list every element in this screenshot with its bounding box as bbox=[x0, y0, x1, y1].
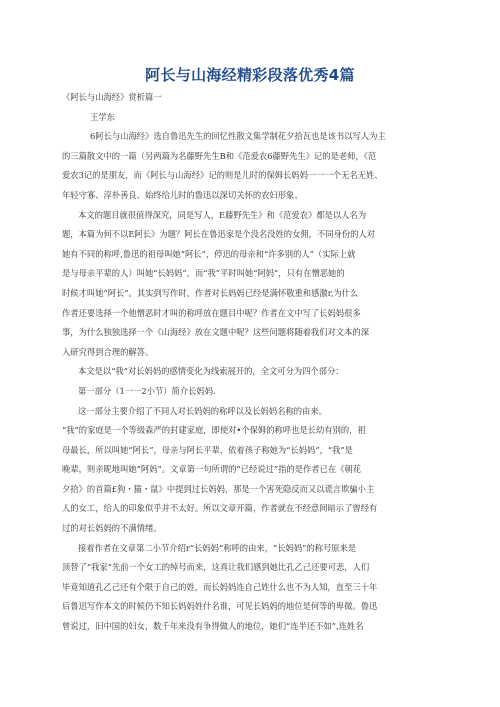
text-line: 本文是以“我”对长妈妈的感情变化为线索展开的，全文可分为四个部分： bbox=[78, 366, 344, 377]
text-line: 本文的题目就很值得深究，同是写人，E藤野先生》和《范爱农》都是以人名为 bbox=[78, 209, 367, 220]
text-line: 接着作者在文章第二小节介绍r“长妈妈”称呼的由来，“长妈妈”的称号原来是 bbox=[78, 542, 357, 553]
section-heading: 第一部分（1一一2小节）简介长妈妈. bbox=[78, 385, 216, 396]
text-line: 爱农3记的是朋友，而《阿长与山海经》记的则是儿时的保姆长妈妈一一一个无名无姓、 bbox=[62, 170, 383, 181]
text-line: 入研究得到合理的解答。 bbox=[62, 346, 154, 357]
text-line: 的三篇散文中的一篇（另两篇为名藤野先生B和《范爱农6藤野先生》记的是老师，《范 bbox=[62, 150, 377, 161]
text-line: 曾说过，旧中国的妇女，数千年来没有争得做人的地位，她们“连半还不如”,连姓名 bbox=[62, 621, 364, 632]
author-name: 王学东 bbox=[90, 111, 115, 122]
text-line: 后鲁迅写作本文的时候仍不知长妈妈姓什名谁，可见长妈妈的地位是何等的卑微。鲁迅 bbox=[62, 601, 378, 612]
text-line: 题，本篇为何不以E阿长》为题？阿长在鲁迅家是个没名没姓的女佣，不同身份的人对 bbox=[62, 229, 376, 240]
text-line: 事，为什么独独选择一个《山海经》放在文题中呢？这些问题将随着我们对文本的深 bbox=[62, 327, 369, 338]
document-title: 阿长与山海经精彩段落优秀4篇 bbox=[145, 66, 355, 84]
text-line: 她有不同的称呼,鲁迅的祖母叫她“阿长”，停迅的母亲和“许多别的人”（实际上就 bbox=[62, 248, 356, 259]
text-line: 《阿长与山海经》赏析篇一 bbox=[62, 92, 162, 102]
text-line: 这一部分主要介绍了不同人对长妈妈的称呼以及长妈妈名称的由来。 bbox=[78, 405, 327, 416]
text-line: 母最长，所以叫她“阿长”，母亲与阿长平辈，依着孩子称她为“长妈妈”，“我”是 bbox=[62, 444, 353, 455]
text-line: 晚辈，则亲昵地叫她“阿妈”。文章第一句所谓的“已经说过”指的是作者已在《朝花 bbox=[62, 464, 362, 475]
text-line: 过的对长妈妈的不满情绪。 bbox=[62, 523, 162, 534]
text-line: 年轻守寡、淳朴善良、始终给儿时的鲁迅以深切关怀的农妇形象。 bbox=[62, 189, 303, 200]
text-line: 作者还要选择一个他憎恶时才叫的称呼放在题目中呢？作者在文中写了长妈妈很多 bbox=[62, 307, 361, 318]
text-line: 是与母亲平辈的人）叫她“长妈妈”，而“我”平时叫她“阿妈”，只有在憎恶她的 bbox=[62, 268, 345, 279]
document-body bbox=[62, 88, 450, 637]
text-line: 人的女工，给人的印象似乎并不太好。所以文章开篇，作者就在不经意间暗示了曾经有 bbox=[62, 503, 378, 514]
text-line: 时候才叫她“阿长”。其实到写作时，作者对长妈妈已经是满怀敬重和感激r,为什么 bbox=[62, 287, 359, 298]
text-line: 毕竟知道孔乙己还有个限于自己的姓，而长妈妈连自己姓什么也不为人知，直至三十年 bbox=[62, 581, 378, 592]
text-line: 顶替了“我家”先前一个女工的绰号而来，这真让我们感到她比孔乙己还要可悲，人们 bbox=[62, 562, 370, 573]
text-line: 6阿长与山海经》选自鲁迅先生的回忆性散文集学制花夕拾瓦也是该书以写人为主 bbox=[90, 131, 386, 142]
text-line: 夕拾》的首篇£狗・猫・鼠》中提到过长妈妈，那是一个害死隐反而又以谎言欺骗小主 bbox=[62, 483, 375, 494]
text-line: “我”的家庭是一个等级森严的封建家庭，即使对•个保姆的称呼也是长幼有别的，祖 bbox=[62, 425, 366, 436]
